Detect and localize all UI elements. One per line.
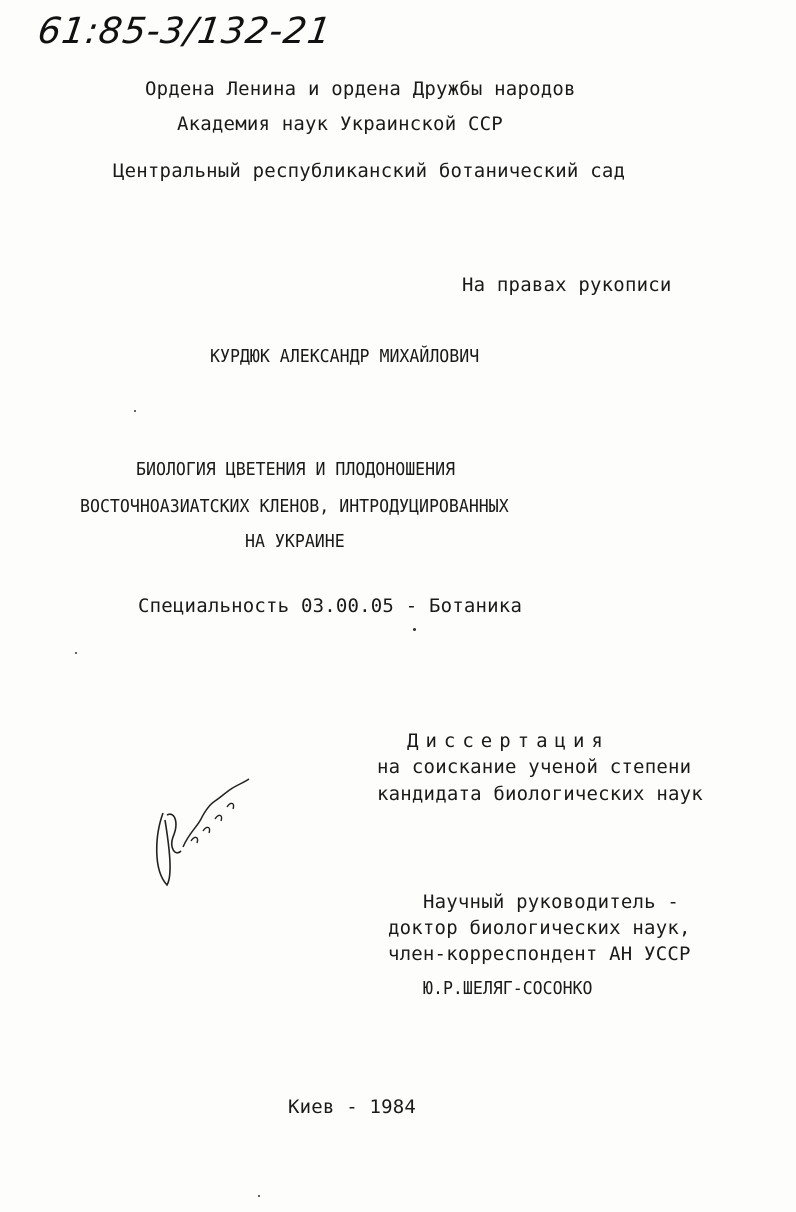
manuscript-note: На правах рукописи xyxy=(462,274,672,296)
dissertation-line-3: кандидата биологических наук xyxy=(377,783,703,805)
header-line-1: Ордена Ленина и ордена Дружбы народов xyxy=(145,78,576,100)
author-name: КУРДЮК АЛЕКСАНДР МИХАЙЛОВИЧ xyxy=(210,346,480,367)
supervisor-line-3: член-корреспондент АН УССР xyxy=(388,943,691,965)
specialty: Специальность 03.00.05 - Ботаника xyxy=(138,595,523,617)
stray-dot xyxy=(75,652,77,654)
signature-text: Курдюк xyxy=(145,775,149,776)
stray-dot xyxy=(413,628,416,631)
title-line-1: БИОЛОГИЯ ЦВЕТЕНИЯ И ПЛОДОНОШЕНИЯ xyxy=(136,459,456,480)
header-line-2: Академия наук Украинской ССР xyxy=(177,113,503,135)
header-line-3: Центральный республиканский ботанический сад xyxy=(113,160,626,182)
supervisor-name: Ю.Р.ШЕЛЯГ-СОСОНКО xyxy=(423,978,593,999)
title-line-3: НА УКРАИНЕ xyxy=(245,531,345,552)
city-year: Киев - 1984 xyxy=(288,1096,417,1118)
stray-dot xyxy=(258,1195,260,1197)
dissertation-line-2: на соискание ученой степени xyxy=(377,756,692,778)
author-signature xyxy=(145,775,265,895)
stray-dot xyxy=(134,410,136,412)
supervisor-line-2: доктор биологических наук, xyxy=(388,917,691,939)
dissertation-label: Диссертация xyxy=(407,730,610,752)
supervisor-line-1: Научный руководитель - xyxy=(423,891,680,913)
archive-code: 61:85-3/132-21 xyxy=(35,11,335,52)
title-line-2: ВОСТОЧНОАЗИАТСКИХ КЛЕНОВ, ИНТРОДУЦИРОВАННЫХ xyxy=(80,496,509,517)
